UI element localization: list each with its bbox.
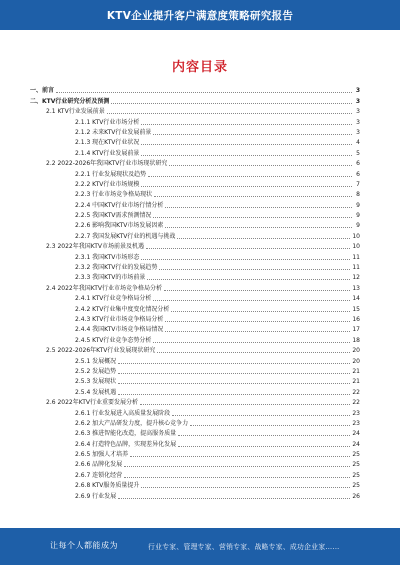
toc-entry-label: 2.5.3 发展现状 [75,378,117,386]
toc-entry-label: 2.4.3 KTV行业市场竞争格局分析 [75,315,164,323]
toc-entry-label: 2.4.4 我国KTV市场竞争格局情况 [75,326,164,334]
page-footer-bar [0,528,400,565]
toc-leader-dots [165,330,350,332]
toc-entry[interactable] [30,105,360,115]
toc-entry[interactable] [30,94,360,104]
toc-entry-label: 2.2.5 我国KTV需求预测情况 [75,212,152,220]
toc-entry-page: 14 [352,295,360,303]
toc-entry[interactable] [30,468,360,478]
toc-entry-label: 2.5.4 发展机遇 [75,388,117,396]
toc-entry-page: 21 [352,378,360,386]
toc-entry-page: 11 [352,253,360,261]
toc-entry-label: 2.6.6 品牌化发展 [75,461,123,469]
toc-entry[interactable] [30,136,360,146]
toc-entry[interactable] [30,375,360,385]
toc-entry-label: 2.1.4 KTV行业发展前景 [75,149,140,157]
toc-leader-dots [165,226,352,228]
toc-entry-label: 2.5 2022-2026年KTV行业发展现状研究 [46,347,156,355]
toc-leader-dots [177,237,350,239]
toc-leader-dots [165,320,350,322]
toc-entry-label: 2.4 2022年我国KTV行业市场竞争格局分析 [46,284,162,292]
toc-entry[interactable] [30,489,360,499]
toc-entry[interactable] [30,250,360,260]
toc-leader-dots [165,206,352,208]
toc-entry-page: 16 [352,315,360,323]
toc-entry-page: 25 [352,461,360,469]
toc-entry[interactable] [30,292,360,302]
toc-entry-page: 22 [352,388,360,396]
toc-leader-dots [141,258,350,260]
toc-entry-label: 2.3.3 我国KTV的市场前景 [75,274,146,282]
toc-entry-label: 2.1 KTV行业发展前景 [46,108,105,116]
toc-entry-page: 5 [356,149,360,157]
toc-leader-dots [148,175,352,177]
toc-entry-page: 24 [352,430,360,438]
toc-leader-dots [118,362,350,364]
toc-entry[interactable] [30,385,360,395]
toc-leader-dots [153,216,352,218]
toc-entry-page: 13 [352,284,360,292]
toc-entry-page: 18 [352,336,360,344]
toc-leader-dots [169,164,352,166]
toc-entry[interactable] [30,167,360,177]
toc-entry-label: 2.1.2 未来KTV行业发展前景 [75,128,152,136]
toc-entry-label: 2.6.7 连锁化经营 [75,471,123,479]
toc-entry-page: 3 [355,97,360,105]
toc-leader-dots [118,382,350,384]
toc-entry-label: 2.2.7 我国发展KTV行业的机遇与挑战 [75,232,176,240]
toc-entry[interactable] [30,313,360,323]
toc-entry-label: 2.1.3 现在KTV行业状况 [75,139,140,147]
toc-leader-dots [154,195,352,197]
toc-entry[interactable] [30,84,360,94]
toc-entry-page: 23 [352,409,360,417]
toc-entry-label: 2.3.1 我国KTV市场形态 [75,253,140,261]
toc-entry-page: 9 [356,212,360,220]
toc-entry-page: 25 [352,451,360,459]
toc-entry[interactable] [30,261,360,271]
toc-entry-page: 10 [352,232,360,240]
toc-leader-dots [111,102,352,104]
toc-leader-dots [147,278,350,280]
toc-entry-page: 20 [352,357,360,365]
toc-entry-label: 2.3 2022年我国KTV市场前景及机遇 [46,243,144,251]
toc-leader-dots [124,476,350,478]
toc-entry-page: 17 [352,326,360,334]
toc-entry-page: 25 [352,482,360,490]
toc-leader-dots [130,455,350,457]
toc-entry-page: 23 [352,419,360,427]
toc-entry[interactable] [30,458,360,468]
toc-leader-dots [118,393,350,395]
toc-entry-page: 9 [356,222,360,230]
toc-leader-dots [178,434,350,436]
toc-entry-page: 9 [356,201,360,209]
toc-leader-dots [153,299,350,301]
table-of-contents [30,84,360,500]
toc-entry-label: 2.6.1 行业发展进入高质量发展阶段 [75,409,171,417]
toc-leader-dots [56,91,352,93]
toc-leader-dots [146,247,350,249]
toc-entry[interactable] [30,146,360,156]
toc-leader-dots [141,185,352,187]
toc-entry[interactable] [30,448,360,458]
toc-entry[interactable] [30,427,360,437]
toc-entry-label: 2.6 2022年KTV行业重要发展分析 [46,399,138,407]
toc-leader-dots [141,143,352,145]
toc-entry-page: 15 [352,305,360,313]
toc-entry-page: 20 [352,347,360,355]
toc-entry-page: 3 [356,108,360,116]
toc-entry-label: 一、前言 [30,87,55,95]
toc-leader-dots [190,424,350,426]
toc-entry-label: 2.6.9 行业发展 [75,492,117,500]
toc-leader-dots [141,123,352,125]
toc-entry-page: 24 [352,440,360,448]
toc-entry[interactable] [30,188,360,198]
toc-entry-label: 2.1.1 KTV行业市场分析 [75,118,140,126]
page-header-bar [0,0,400,30]
toc-entry-label: 2.5.2 发展趋势 [75,367,117,375]
toc-leader-dots [153,341,350,343]
toc-leader-dots [107,112,352,114]
toc-entry-label: 2.6.2 加大产品研发力度，提升核心竞争力 [75,419,189,427]
toc-entry-page: 26 [352,492,360,500]
toc-entry-page: 22 [352,399,360,407]
toc-leader-dots [141,154,352,156]
toc-entry-page: 3 [355,87,360,95]
toc-leader-dots [159,268,350,270]
toc-entry[interactable] [30,479,360,489]
toc-entry[interactable] [30,157,360,167]
toc-entry-label: 2.6.5 加强人才培养 [75,451,129,459]
toc-entry-label: 2.2 2022-2026年我国KTV行业市场现状研究 [46,160,168,168]
toc-leader-dots [172,414,350,416]
toc-leader-dots [118,372,350,374]
toc-entry-label: 2.2.3 行业市场竞争格局现状 [75,191,153,199]
toc-entry[interactable] [30,396,360,406]
toc-entry[interactable] [30,365,360,375]
toc-entry[interactable] [30,354,360,364]
toc-entry-label: 2.4.1 KTV行业竞争格局分析 [75,295,152,303]
toc-title: 内容目录 [171,60,228,75]
toc-entry[interactable] [30,302,360,312]
toc-entry-page: 25 [352,471,360,479]
toc-entry[interactable] [30,437,360,447]
report-title: KTV企业提升客户满意度策略研究报告 [106,10,294,22]
toc-leader-dots [164,289,350,291]
toc-entry-label: 2.2.4 中国KTV行业市场行情分析 [75,201,164,209]
toc-entry-label: 2.6.4 打造特色品牌，实现差异化发展 [75,440,177,448]
toc-leader-dots [140,403,350,405]
toc-entry-page: 21 [352,367,360,375]
toc-leader-dots [178,445,350,447]
toc-entry[interactable] [30,115,360,125]
toc-entry-page: 3 [356,118,360,126]
toc-entry[interactable] [30,323,360,333]
toc-entry-label: 二、KTV行业研究分析及预测 [30,97,110,105]
toc-leader-dots [157,351,350,353]
toc-entry-page: 6 [356,160,360,168]
toc-entry-label: 2.6.3 推进智能化改造，提高服务质量 [75,430,177,438]
toc-entry[interactable] [30,240,360,250]
toc-entry-page: 4 [356,139,360,147]
toc-entry-page: 12 [352,274,360,282]
footer-slogan: 让每个人都能成为 [50,541,118,550]
toc-leader-dots [153,133,352,135]
toc-entry-page: 10 [352,243,360,251]
toc-entry-page: 6 [356,170,360,178]
toc-leader-dots [118,497,350,499]
toc-entry-label: 2.2.2 KTV行业市场规模 [75,180,140,188]
footer-tags: 行业专家、管理专家、营销专家、战略专家、成功企业家…… [148,543,340,551]
toc-entry-label: 2.6.8 KTV服务质量提升 [75,482,140,490]
toc-entry[interactable] [30,333,360,343]
toc-entry[interactable] [30,126,360,136]
toc-leader-dots [171,310,350,312]
toc-entry-label: 2.4.5 KTV行业竞争态势分析 [75,336,152,344]
toc-entry[interactable] [30,209,360,219]
toc-entry[interactable] [30,344,360,354]
toc-entry[interactable] [30,198,360,208]
toc-entry-label: 2.5.1 发展概况 [75,357,117,365]
toc-leader-dots [124,465,350,467]
toc-leader-dots [141,486,350,488]
toc-entry-page: 8 [356,191,360,199]
toc-entry-label: 2.2.1 行业发展现状及趋势 [75,170,147,178]
toc-entry-label: 2.4.2 KTV行业集中度变化情况分析 [75,305,170,313]
toc-entry[interactable] [30,417,360,427]
toc-entry[interactable] [30,281,360,291]
toc-entry[interactable] [30,178,360,188]
toc-entry[interactable] [30,271,360,281]
toc-entry-page: 7 [356,180,360,188]
toc-entry-label: 2.3.2 我国KTV行业的发展趋势 [75,264,158,272]
toc-entry-page: 3 [356,128,360,136]
toc-entry[interactable] [30,219,360,229]
toc-entry-label: 2.2.6 影响我国KTV市场发展因素 [75,222,164,230]
toc-entry[interactable] [30,229,360,239]
toc-entry[interactable] [30,406,360,416]
toc-entry-page: 11 [352,264,360,272]
